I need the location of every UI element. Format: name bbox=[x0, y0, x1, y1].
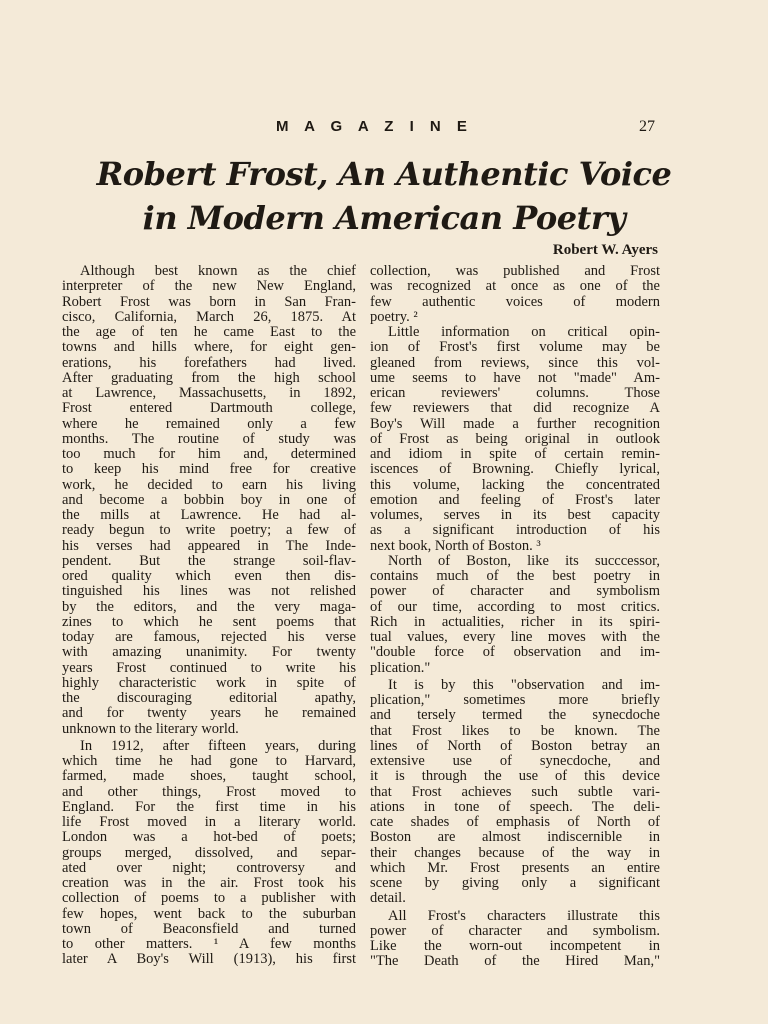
text-line: creation was in the air. Frost took his bbox=[62, 875, 356, 891]
title-line-2: in Modern American Poetry bbox=[142, 199, 626, 237]
article-title bbox=[40, 152, 728, 240]
text-line: poetry. ² bbox=[370, 308, 418, 325]
text-line: as a significant introduction of his bbox=[370, 522, 660, 539]
left-column bbox=[62, 264, 356, 968]
text-line: detail. bbox=[370, 890, 406, 907]
text-line: highly characteristic work in spite of bbox=[62, 674, 356, 691]
text-line: ations in tone of speech. The deli- bbox=[370, 798, 660, 815]
author-byline: Robert W. Ayers bbox=[552, 242, 658, 258]
text-line: "The Death of the Hired Man," bbox=[370, 953, 660, 970]
text-line: interpreter of the new New England, bbox=[62, 278, 356, 295]
text-line: North of Boston, like its succcessor, bbox=[388, 552, 660, 569]
text-line: Like the worn-out incompetent in bbox=[370, 938, 660, 954]
text-line: power of character and symbolism. bbox=[370, 922, 660, 939]
text-line: work, he decided to earn his living bbox=[62, 476, 356, 493]
text-line: to keep his mind free for creative bbox=[62, 461, 356, 478]
text-line: this volume, lacking the concentrated bbox=[370, 476, 660, 493]
text-line: the age of ten he came East to the bbox=[62, 324, 356, 340]
text-line: erican reviewers' columns. Those bbox=[370, 385, 660, 401]
text-line: gleaned from reviews, since this vol- bbox=[370, 354, 660, 371]
text-line: that Frost achieves such subtle vari- bbox=[370, 783, 660, 800]
magazine-header: M A G A Z I N E bbox=[276, 118, 473, 135]
text-line: of our time, according to most critics. bbox=[370, 598, 660, 615]
page-number: 27 bbox=[639, 118, 655, 135]
text-line: of Frost as being original in outlook bbox=[370, 430, 660, 447]
text-line: which time he had gone to Harvard, bbox=[62, 753, 356, 769]
text-line: plication," sometimes more briefly bbox=[370, 692, 660, 708]
text-line: collection of poems to a publisher with bbox=[62, 890, 356, 907]
text-line: ready begun to write poetry; a few of bbox=[62, 522, 356, 539]
text-line: In 1912, after fifteen years, during bbox=[80, 737, 356, 754]
text-line: months. The routine of study was bbox=[62, 430, 356, 447]
text-line: life Frost moved in a literary world. bbox=[62, 814, 356, 830]
text-line: Rich in actualities, richer in its spiri- bbox=[370, 613, 660, 630]
text-line: too much for him and, determined bbox=[62, 446, 356, 462]
text-line: Robert Frost was born in San Fran- bbox=[62, 293, 356, 310]
text-line: Boy's Will made a further recognition bbox=[370, 415, 660, 432]
text-line: power of character and symbolism bbox=[370, 583, 660, 600]
text-line: few hopes, went back to the suburban bbox=[62, 905, 356, 922]
text-line: unknown to the literary world. bbox=[62, 720, 239, 737]
text-line: by the editors, and the very maga- bbox=[62, 598, 356, 615]
text-line: ored quality which even then dis- bbox=[62, 568, 356, 584]
text-line: All Frost's characters illustrate this bbox=[388, 907, 660, 924]
text-line: it is through the use of this device bbox=[370, 768, 660, 785]
running-head bbox=[0, 118, 768, 140]
text-line: After graduating from the high school bbox=[62, 369, 356, 386]
text-line: Frost entered Dartmouth college, bbox=[62, 400, 356, 417]
text-line: contains much of the best poetry in bbox=[370, 568, 660, 584]
text-line: and tersely termed the synecdoche bbox=[370, 707, 660, 724]
text-line: later A Boy's Will (1913), his first bbox=[62, 951, 356, 968]
text-line: few authentic voices of modern bbox=[370, 293, 660, 310]
text-line: plication." bbox=[370, 659, 431, 676]
text-line: his verses had appeared in The Inde- bbox=[62, 537, 356, 554]
text-line: next book, North of Boston. ³ bbox=[370, 537, 541, 554]
title-line-1: Robert Frost, An Authentic Voice bbox=[96, 155, 672, 193]
text-line: and become a bobbin boy in one of bbox=[62, 491, 356, 508]
text-line: volumes, serves in its best capacity bbox=[370, 507, 660, 523]
text-line: "double force of observation and im- bbox=[370, 644, 660, 661]
text-line: with amazing unanimity. For twenty bbox=[62, 644, 356, 661]
text-line: zines to which he sent poems that bbox=[62, 613, 356, 630]
text-line: tual values, every line moves with the bbox=[370, 629, 660, 645]
text-line: erations, his forefathers had lived. bbox=[62, 354, 356, 371]
text-line: years Frost continued to write his bbox=[62, 659, 356, 676]
text-line: It is by this "observation and im- bbox=[388, 676, 660, 693]
text-line: ated over night; controversy and bbox=[62, 859, 356, 876]
text-line: the mills at Lawrence. He had al- bbox=[62, 507, 356, 523]
text-line: which Mr. Frost presents an entire bbox=[370, 859, 660, 876]
text-line: and idiom in spite of certain remin- bbox=[370, 446, 660, 462]
text-line: emotion and feeling of Frost's later bbox=[370, 491, 660, 508]
text-line: farmed, made shoes, taught school, bbox=[62, 768, 356, 785]
text-line: was recognized at once as one of the bbox=[370, 278, 660, 295]
right-column bbox=[370, 264, 660, 970]
text-line: collection, was published and Frost bbox=[370, 263, 660, 279]
text-line: Although best known as the chief bbox=[80, 263, 356, 279]
text-line: and other things, Frost moved to bbox=[62, 783, 356, 800]
text-line: today are famous, rejected his verse bbox=[62, 629, 356, 645]
text-line: ion of Frost's first volume may be bbox=[370, 339, 660, 356]
text-line: their changes because of the way in bbox=[370, 844, 660, 861]
text-line: cate shades of emphasis of North of bbox=[370, 814, 660, 830]
text-line: Boston are almost indiscernible in bbox=[370, 829, 660, 846]
text-line: that Frost likes to be known. The bbox=[370, 722, 660, 739]
text-line: London was a hot-bed of poets; bbox=[62, 829, 356, 846]
text-line: scene by giving only a significant bbox=[370, 875, 660, 891]
text-line: extensive use of synecdoche, and bbox=[370, 753, 660, 769]
text-line: iscences of Browning. Chiefly lyrical, bbox=[370, 461, 660, 478]
text-line: lines of North of Boston betray an bbox=[370, 737, 660, 754]
text-line: cisco, California, March 26, 1875. At bbox=[62, 308, 356, 325]
text-line: tinguished his lines was not relished bbox=[62, 583, 356, 600]
text-line: the discouraging editorial apathy, bbox=[62, 690, 356, 706]
text-line: towns and hills where, for eight gen- bbox=[62, 339, 356, 356]
text-line: Little information on critical opin- bbox=[388, 324, 660, 340]
text-line: England. For the first time in his bbox=[62, 798, 356, 815]
text-line: pendent. But the strange soil-flav- bbox=[62, 552, 356, 569]
text-line: few reviewers that did recognize A bbox=[370, 400, 660, 417]
text-line: ume seems to have not "made" Am- bbox=[370, 369, 660, 386]
text-line: to other matters. ¹ A few months bbox=[62, 936, 356, 952]
text-line: at Lawrence, Massachusetts, in 1892, bbox=[62, 385, 356, 401]
text-line: where he remained only a few bbox=[62, 415, 356, 432]
text-line: and for twenty years he remained bbox=[62, 705, 356, 722]
text-line: town of Beaconsfield and turned bbox=[62, 920, 356, 937]
text-line: groups merged, dissolved, and separ- bbox=[62, 844, 356, 861]
